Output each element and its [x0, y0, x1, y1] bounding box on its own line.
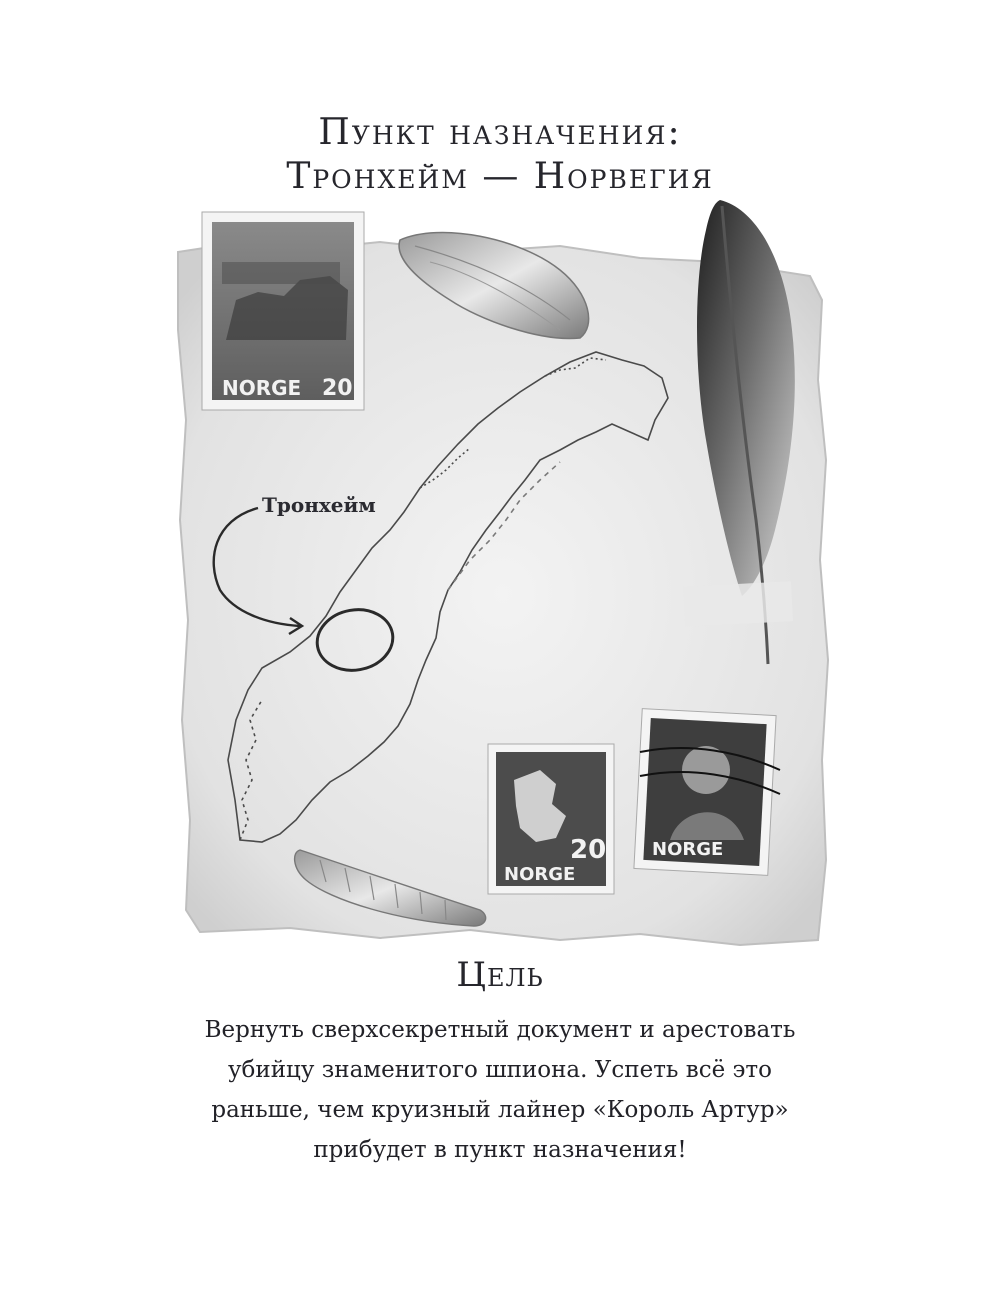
horse-cart-stamp [202, 212, 364, 410]
page-title-line-1: Пункт назначения: [318, 112, 682, 153]
goal-line-4: прибудет в пункт назначения! [313, 1137, 687, 1163]
stamp-1-country: NORGE [222, 376, 302, 400]
tape-strip-icon [683, 581, 793, 627]
lion-stamp [488, 744, 614, 894]
goal-description [170, 1010, 830, 1170]
map-illustration [160, 200, 840, 960]
page-title-line-2: Тронхейм — Норвегия [286, 156, 714, 197]
trondheim-map-label: Тронхейм [262, 493, 376, 517]
stamp-3-country: NORGE [652, 839, 724, 860]
goal-heading: Цель [456, 955, 544, 995]
goal-line-3: раньше, чем круизный лайнер «Король Артур» [211, 1097, 789, 1123]
stamp-1-value: 20 [322, 376, 353, 401]
stamp-2-country: NORGE [504, 864, 576, 885]
king-portrait-stamp [634, 709, 780, 876]
goal-line-2: убийцу знаменитого шпиона. Успеть всё это [228, 1057, 772, 1083]
stamp-2-value: 20 [570, 835, 607, 865]
goal-line-1: Вернуть сверхсекретный документ и арестовать [204, 1017, 796, 1043]
king-portrait-stamp-icon [682, 746, 730, 794]
